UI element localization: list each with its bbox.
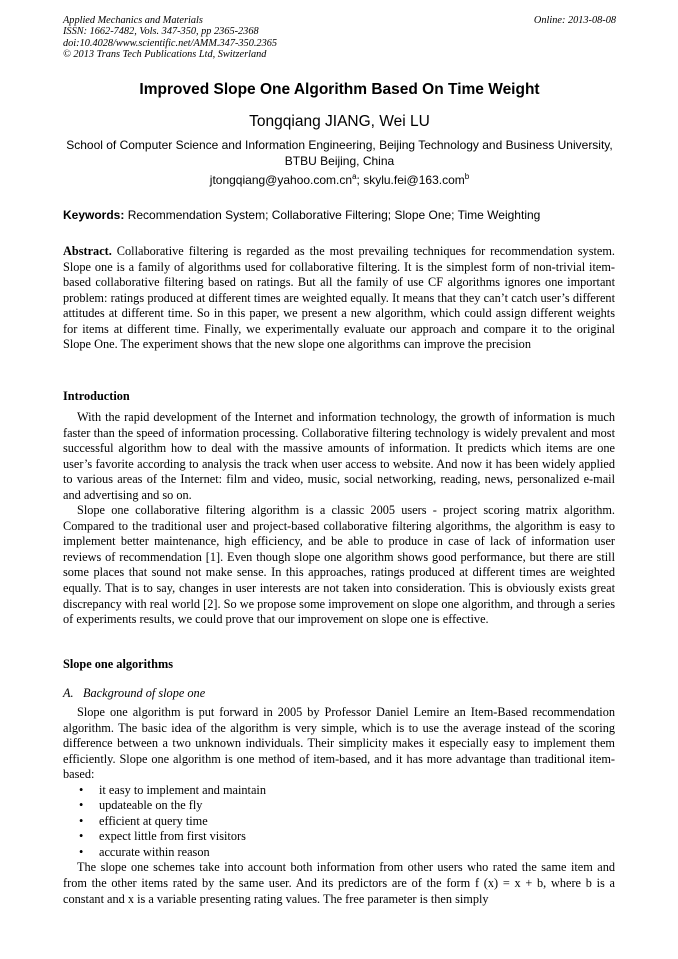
list-item-text: it easy to implement and maintain [99, 782, 266, 797]
email-separator: ; [356, 173, 364, 187]
keywords-label: Keywords: [63, 208, 125, 222]
introduction-paragraph-1: With the rapid development of the Internet and information technology, the growth of information is much faster than the speed of information processing. Collaborative filtering technology is widely prevalent and most successful algorithm how to deal with the massive amounts of information. It predicts which items are one user’s favorite according to analysis the track when user access to website. And now it has been widely applied to various areas of the Internet: film and video, music, social networking, reading, news, personalized e-mail and advertising and so on. [63, 410, 615, 502]
paper-title: Improved Slope One Algorithm Based On Time Weight [139, 81, 540, 98]
abstract-label: Abstract. [63, 244, 112, 258]
email-a: jtongqiang@yahoo.com.cn [209, 173, 353, 187]
journal-issn: ISSN: 1662-7482, Vols. 347-350, pp 2365-2368 [63, 26, 259, 38]
online-date: Online: 2013-08-08 [533, 15, 616, 26]
keywords [63, 208, 616, 222]
list-item [63, 814, 615, 830]
subsection-number: A. [63, 686, 74, 700]
email-a-marker: a [352, 172, 357, 181]
author-affiliation: School of Computer Science and Information Engineering, Beijing Technology and Business University, BTBU Beijing, China [66, 138, 613, 168]
list-item [63, 798, 615, 814]
bullet-icon: • [79, 844, 84, 859]
list-item-text: expect little from first visitors [99, 829, 246, 844]
slope-one-paragraph-1: Slope one algorithm is put forward in 2005 by Professor Daniel Lemire an Item-Based recommendation algorithm. The basic idea of the algorithm is very simple, which is to use the average instead of the scoring difference between a two unknown individuals. Their simplicity makes it especially easy to implement them efficiently. Slope one algorithm is one method of item-based, and it has more advantage than traditional item-based: [63, 705, 615, 782]
list-item-text: efficient at query time [99, 813, 208, 828]
list-item-text: accurate within reason [99, 844, 210, 859]
subsection-title: Background of slope one [83, 686, 206, 700]
list-item [63, 783, 615, 799]
paper-authors: Tongqiang JIANG, Wei LU [249, 113, 430, 130]
slope-one-paragraph-2: The slope one schemes take into account both information from other users who rated the same item and from the other items rated by the same user. And its predictors are of the form f (x) = x + b, where b is a constant and x is a variable presenting rating values. The free parameter is then simply [63, 860, 615, 906]
author-emails [63, 173, 616, 187]
list-item-text: updateable on the fly [99, 798, 203, 813]
email-b-marker: b [464, 172, 470, 181]
subsection-heading [63, 686, 205, 701]
slope-one-body [63, 705, 615, 907]
introduction-heading: Introduction [63, 389, 130, 403]
keywords-text: Recommendation System; Collaborative Filtering; Slope One; Time Weighting [124, 208, 541, 222]
bullet-icon: • [79, 829, 84, 844]
journal-doi: doi:10.4028/www.scientific.net/AMM.347-350.2365 [63, 37, 278, 49]
introduction-paragraph-2: Slope one collaborative filtering algorithm is a classic 2005 users - project scoring matrix algorithm. Compared to the traditional user and project-based collaborative filtering algorithms, the algorithm is easy to implement better maintenance, high efficiency, and be able to produce in case of lack of information user reviews of recommendation [1]. Even though slope one algorithm shows good performance, but there are still some places that sound not make sense. In this approaches, ratings produced at different times are weighted equally. That is to say, changes in user interests are not taken into consideration. This is obviously exists great discrepancy with real world [2]. So we propose some improvement on slope one algorithm, and through a series of experiments results, we could prove that our improvement on slope one is effective. [63, 503, 615, 627]
slope-one-heading: Slope one algorithms [63, 657, 173, 671]
bullet-icon: • [79, 813, 84, 828]
abstract-paragraph [63, 244, 615, 353]
journal-header [63, 15, 616, 60]
journal-copyright: © 2013 Trans Tech Publications Ltd, Switzerland [63, 48, 267, 60]
list-item [63, 845, 615, 861]
introduction-body [63, 410, 615, 628]
advantage-list [63, 783, 615, 861]
bullet-icon: • [79, 798, 84, 813]
abstract [63, 244, 615, 353]
bullet-icon: • [79, 782, 84, 797]
email-b: skylu.fei@163.com [363, 173, 465, 187]
list-item [63, 829, 615, 845]
journal-name: Applied Mechanics and Materials [63, 15, 203, 26]
abstract-text: Collaborative filtering is regarded as the most prevailing techniques for recommendation system. Slope one is a family of algorithms used for collaborative filtering. It is the simplest form of non-trivial item-based collaborative filtering based on ratings. But all the family of use CF algorithms ignores one important problem: ratings produced at different times are weighted equally. It means that they can’t catch user’s different attitudes at different time. So in this paper, we present a new algorithm, which could assign different weights for items at different time. Finally, we experimentally evaluate our approach and compare it to the original Slope One. The experiment shows that the new slope one algorithms can improve the precision [63, 244, 615, 352]
